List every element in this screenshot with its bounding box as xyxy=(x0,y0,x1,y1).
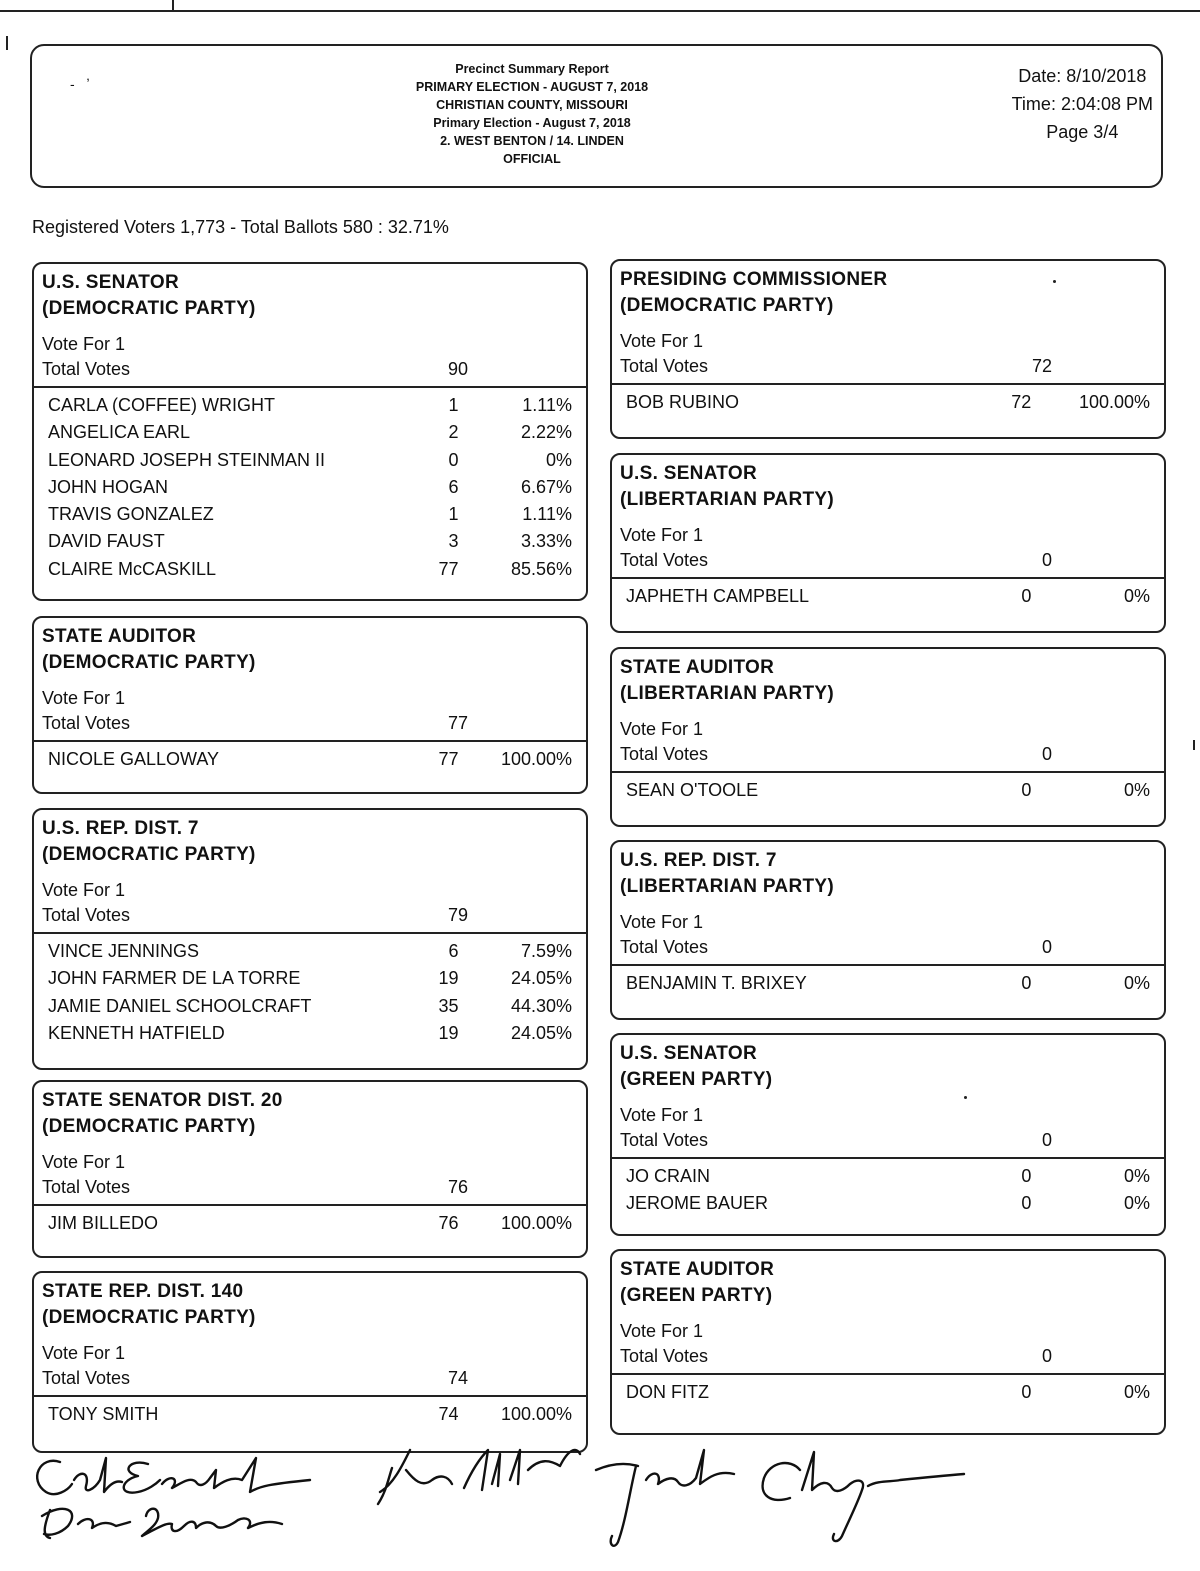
candidate-votes: 77 xyxy=(438,749,459,769)
candidate-list xyxy=(612,966,1164,1001)
candidate-percent: 24.05% xyxy=(510,1022,572,1043)
candidate-votes: 1 xyxy=(448,395,459,415)
candidate-percent: 0% xyxy=(1123,1382,1150,1402)
candidate-percent: 0% xyxy=(1123,780,1150,800)
race-meta xyxy=(34,322,586,382)
race-heading xyxy=(34,618,586,676)
candidate-percent: 85.56% xyxy=(510,558,572,579)
race-title: PRESIDING COMMISSIONER xyxy=(620,269,888,290)
total-votes-value: 90 xyxy=(447,359,468,379)
report-date: Date: 8/10/2018 xyxy=(1018,66,1147,86)
candidate-name: JIM BILLEDO xyxy=(48,1213,159,1233)
race-box-state-rep-dist-140-democratic-party xyxy=(32,1271,588,1453)
total-votes-value: 0 xyxy=(1041,937,1052,957)
candidate-name: TRAVIS GONZALEZ xyxy=(48,504,214,525)
candidate-name: DON FITZ xyxy=(626,1382,709,1402)
race-meta xyxy=(612,1309,1164,1369)
vote-for-label: Vote For 1 xyxy=(620,331,704,351)
total-votes-value: 77 xyxy=(447,713,468,733)
race-heading xyxy=(612,1251,1164,1309)
race-box-presiding-commissioner-democratic-party xyxy=(610,259,1166,439)
race-heading xyxy=(612,1035,1164,1093)
candidate-name: NICOLE GALLOWAY xyxy=(48,749,220,769)
race-heading xyxy=(612,842,1164,900)
race-party: (LIBERTARIAN PARTY) xyxy=(620,876,834,897)
candidate-votes: 19 xyxy=(438,1022,459,1043)
candidate-percent: 0% xyxy=(545,449,572,470)
candidate-name: BENJAMIN T. BRIXEY xyxy=(626,973,807,993)
candidate-row xyxy=(48,556,572,583)
race-meta xyxy=(612,707,1164,767)
total-votes-label: Total Votes xyxy=(620,744,709,764)
vote-for-label: Vote For 1 xyxy=(42,880,126,900)
race-title: U.S. SENATOR xyxy=(620,1043,757,1064)
race-meta xyxy=(34,1331,586,1391)
candidate-name: TONY SMITH xyxy=(48,1404,159,1424)
race-heading xyxy=(34,1273,586,1331)
vote-for-label: Vote For 1 xyxy=(620,912,704,932)
candidate-row xyxy=(48,1401,572,1428)
candidate-row xyxy=(48,419,572,446)
page-number: Page 3/4 xyxy=(1046,122,1119,142)
candidate-votes: 0 xyxy=(1021,586,1032,606)
candidate-name: JEROME BAUER xyxy=(626,1193,769,1214)
candidate-percent: 2.22% xyxy=(520,422,572,443)
vote-for-label: Vote For 1 xyxy=(42,334,126,354)
stray-dot xyxy=(1053,280,1056,283)
total-votes-line xyxy=(42,903,578,928)
candidate-row xyxy=(48,965,572,992)
vote-for-label: Vote For 1 xyxy=(42,688,126,708)
race-party: (DEMOCRATIC PARTY) xyxy=(42,1116,256,1137)
total-votes-line xyxy=(620,1344,1156,1369)
total-votes-line xyxy=(620,354,1156,379)
candidate-name: ANGELICA EARL xyxy=(48,422,191,443)
candidate-list xyxy=(34,934,586,1051)
top-border-tick xyxy=(172,0,174,10)
candidate-percent: 1.11% xyxy=(522,504,572,525)
race-meta xyxy=(34,1140,586,1200)
race-heading xyxy=(612,261,1164,319)
total-votes-value: 79 xyxy=(447,905,468,925)
candidate-name: VINCE JENNINGS xyxy=(48,941,200,961)
candidate-votes: 3 xyxy=(448,531,459,552)
total-votes-label: Total Votes xyxy=(42,1368,131,1388)
candidate-name: LEONARD JOSEPH STEINMAN II xyxy=(48,449,326,470)
race-party: (LIBERTARIAN PARTY) xyxy=(620,489,834,510)
candidate-votes: 1 xyxy=(448,504,459,525)
candidate-name: JAMIE DANIEL SCHOOLCRAFT xyxy=(48,995,312,1016)
candidate-name: SEAN O'TOOLE xyxy=(626,780,759,800)
candidate-row xyxy=(48,938,572,965)
candidate-name: JOHN HOGAN xyxy=(48,476,169,497)
total-votes-value: 76 xyxy=(447,1177,468,1197)
candidate-list xyxy=(612,579,1164,614)
header-meta xyxy=(1012,62,1153,146)
candidate-votes: 35 xyxy=(438,995,459,1016)
top-border-rule xyxy=(0,0,1200,12)
candidate-list xyxy=(34,742,586,777)
candidate-list xyxy=(612,1375,1164,1410)
candidate-row xyxy=(626,1190,1150,1217)
vote-for-label: Vote For 1 xyxy=(620,1321,704,1341)
candidate-votes: 2 xyxy=(448,422,459,443)
total-votes-label: Total Votes xyxy=(42,1177,131,1197)
vote-for-label: Vote For 1 xyxy=(620,1105,704,1125)
header-stray-mark: - ʼ xyxy=(70,76,94,92)
race-title: U.S. REP. DIST. 7 xyxy=(42,818,199,839)
candidate-row xyxy=(48,528,572,555)
candidate-list xyxy=(34,388,586,587)
race-title: U.S. SENATOR xyxy=(42,272,179,293)
total-votes-value: 0 xyxy=(1041,744,1052,764)
header-line: OFFICIAL xyxy=(503,152,561,166)
candidate-name: KENNETH HATFIELD xyxy=(48,1022,225,1043)
candidate-row xyxy=(48,993,572,1020)
candidate-percent: 0% xyxy=(1123,586,1150,606)
race-party: (DEMOCRATIC PARTY) xyxy=(42,298,256,319)
race-party: (GREEN PARTY) xyxy=(620,1285,773,1306)
candidate-row xyxy=(48,501,572,528)
header-line: Primary Election - August 7, 2018 xyxy=(433,116,631,130)
candidate-votes: 0 xyxy=(1021,780,1032,800)
race-heading xyxy=(34,1082,586,1140)
candidate-name: DAVID FAUST xyxy=(48,531,165,552)
total-votes-label: Total Votes xyxy=(620,356,709,376)
total-votes-label: Total Votes xyxy=(42,905,131,925)
candidate-percent: 0% xyxy=(1123,1166,1150,1186)
race-heading xyxy=(612,649,1164,707)
race-title: U.S. SENATOR xyxy=(620,463,757,484)
race-meta xyxy=(34,676,586,736)
candidate-row xyxy=(626,389,1150,416)
race-title: STATE REP. DIST. 140 xyxy=(42,1281,244,1302)
report-header xyxy=(30,44,1163,188)
total-votes-label: Total Votes xyxy=(42,713,131,733)
right-edge-mark xyxy=(1193,740,1195,750)
candidate-percent: 100.00% xyxy=(1078,392,1150,412)
total-votes-label: Total Votes xyxy=(620,1346,709,1366)
race-title: STATE AUDITOR xyxy=(620,1259,775,1280)
total-votes-line xyxy=(42,1175,578,1200)
race-title: U.S. REP. DIST. 7 xyxy=(620,850,777,871)
header-line: Precinct Summary Report xyxy=(455,62,609,76)
total-votes-line xyxy=(42,711,578,736)
total-votes-value: 72 xyxy=(1031,356,1052,376)
candidate-name: CARLA (COFFEE) WRIGHT xyxy=(48,395,276,415)
race-meta xyxy=(612,1093,1164,1153)
header-line: 2. WEST BENTON / 14. LINDEN xyxy=(440,134,624,148)
total-votes-value: 74 xyxy=(447,1368,468,1388)
race-box-state-auditor-democratic-party xyxy=(32,616,588,794)
race-heading xyxy=(612,455,1164,513)
total-votes-value: 0 xyxy=(1041,550,1052,570)
candidate-row xyxy=(48,1020,572,1047)
candidate-votes: 19 xyxy=(438,968,459,989)
race-title: STATE SENATOR DIST. 20 xyxy=(42,1090,283,1111)
candidate-percent: 3.33% xyxy=(520,531,572,552)
race-box-u-s-senator-green-party xyxy=(610,1033,1166,1236)
header-title-block xyxy=(362,60,702,168)
candidate-votes: 0 xyxy=(1021,1193,1032,1214)
race-party: (DEMOCRATIC PARTY) xyxy=(42,844,256,865)
candidate-percent: 44.30% xyxy=(510,995,572,1016)
race-meta xyxy=(612,319,1164,379)
candidate-row xyxy=(48,392,572,419)
candidate-list xyxy=(612,773,1164,808)
race-party: (DEMOCRATIC PARTY) xyxy=(620,295,834,316)
stray-dot xyxy=(964,1096,967,1099)
candidate-name: JAPHETH CAMPBELL xyxy=(626,586,810,606)
race-heading xyxy=(34,810,586,868)
header-line: PRIMARY ELECTION - AUGUST 7, 2018 xyxy=(415,80,649,94)
candidate-percent: 0% xyxy=(1123,973,1150,993)
race-title: STATE AUDITOR xyxy=(42,626,197,647)
total-votes-label: Total Votes xyxy=(620,550,709,570)
candidate-votes: 6 xyxy=(448,941,459,961)
candidate-percent: 100.00% xyxy=(500,1404,572,1424)
race-box-u-s-senator-libertarian-party xyxy=(610,453,1166,633)
race-box-state-senator-dist-20-democratic-party xyxy=(32,1080,588,1258)
candidate-percent: 6.67% xyxy=(520,476,572,497)
race-title: STATE AUDITOR xyxy=(620,657,775,678)
candidate-list xyxy=(612,1159,1164,1222)
race-box-u-s-rep-dist-7-democratic-party xyxy=(32,808,588,1070)
candidate-percent: 100.00% xyxy=(500,749,572,769)
handwritten-signatures xyxy=(20,1440,980,1560)
vote-for-label: Vote For 1 xyxy=(42,1152,126,1172)
race-party: (DEMOCRATIC PARTY) xyxy=(42,1307,256,1328)
header-line: CHRISTIAN COUNTY, MISSOURI xyxy=(436,98,628,112)
race-box-u-s-senator-democratic-party xyxy=(32,262,588,601)
race-party: (DEMOCRATIC PARTY) xyxy=(42,652,256,673)
report-time: Time: 2:04:08 PM xyxy=(1011,94,1153,114)
candidate-percent: 0% xyxy=(1123,1193,1150,1214)
candidate-row xyxy=(48,447,572,474)
candidate-votes: 72 xyxy=(1011,392,1032,412)
candidate-row xyxy=(626,1163,1150,1190)
total-votes-line xyxy=(620,548,1156,573)
race-box-state-auditor-green-party xyxy=(610,1249,1166,1435)
candidate-row xyxy=(48,1210,572,1237)
candidate-votes: 6 xyxy=(448,476,459,497)
candidate-percent: 100.00% xyxy=(500,1213,572,1233)
candidate-list xyxy=(612,385,1164,420)
total-votes-label: Total Votes xyxy=(620,1130,709,1150)
total-votes-label: Total Votes xyxy=(42,359,131,379)
candidate-row xyxy=(626,777,1150,804)
candidate-votes: 0 xyxy=(448,449,459,470)
vote-for-label: Vote For 1 xyxy=(620,525,704,545)
total-votes-line xyxy=(42,1366,578,1391)
total-votes-value: 0 xyxy=(1041,1346,1052,1366)
candidate-votes: 0 xyxy=(1021,1382,1032,1402)
candidate-row xyxy=(626,583,1150,610)
candidate-votes: 0 xyxy=(1021,1166,1032,1186)
candidate-votes: 0 xyxy=(1021,973,1032,993)
candidate-votes: 74 xyxy=(438,1404,459,1424)
candidate-name: JO CRAIN xyxy=(626,1166,711,1186)
total-votes-value: 0 xyxy=(1041,1130,1052,1150)
candidate-percent: 24.05% xyxy=(510,968,572,989)
total-votes-line xyxy=(620,1128,1156,1153)
candidate-percent: 1.11% xyxy=(522,395,572,415)
candidate-list xyxy=(34,1206,586,1241)
total-votes-line xyxy=(620,935,1156,960)
candidate-row xyxy=(48,746,572,773)
candidate-list xyxy=(34,1397,586,1432)
race-box-state-auditor-libertarian-party xyxy=(610,647,1166,827)
race-party: (LIBERTARIAN PARTY) xyxy=(620,683,834,704)
total-votes-line xyxy=(620,742,1156,767)
candidate-row xyxy=(48,474,572,501)
race-box-u-s-rep-dist-7-libertarian-party xyxy=(610,840,1166,1020)
race-heading xyxy=(34,264,586,322)
race-meta xyxy=(612,900,1164,960)
candidate-name: BOB RUBINO xyxy=(626,392,740,412)
vote-for-label: Vote For 1 xyxy=(42,1343,126,1363)
candidate-votes: 76 xyxy=(438,1213,459,1233)
race-meta xyxy=(612,513,1164,573)
race-meta xyxy=(34,868,586,928)
total-votes-label: Total Votes xyxy=(620,937,709,957)
signatures xyxy=(20,1440,980,1560)
candidate-row xyxy=(626,970,1150,997)
candidate-votes: 77 xyxy=(438,558,459,579)
turnout-summary: Registered Voters 1,773 - Total Ballots 580 : 32.71% xyxy=(32,217,449,237)
race-party: (GREEN PARTY) xyxy=(620,1069,773,1090)
total-votes-line xyxy=(42,357,578,382)
candidate-name: CLAIRE McCASKILL xyxy=(48,558,217,579)
candidate-percent: 7.59% xyxy=(520,941,572,961)
candidate-row xyxy=(626,1379,1150,1406)
candidate-name: JOHN FARMER DE LA TORRE xyxy=(48,968,301,989)
vote-for-label: Vote For 1 xyxy=(620,719,704,739)
left-edge-mark xyxy=(6,36,8,50)
